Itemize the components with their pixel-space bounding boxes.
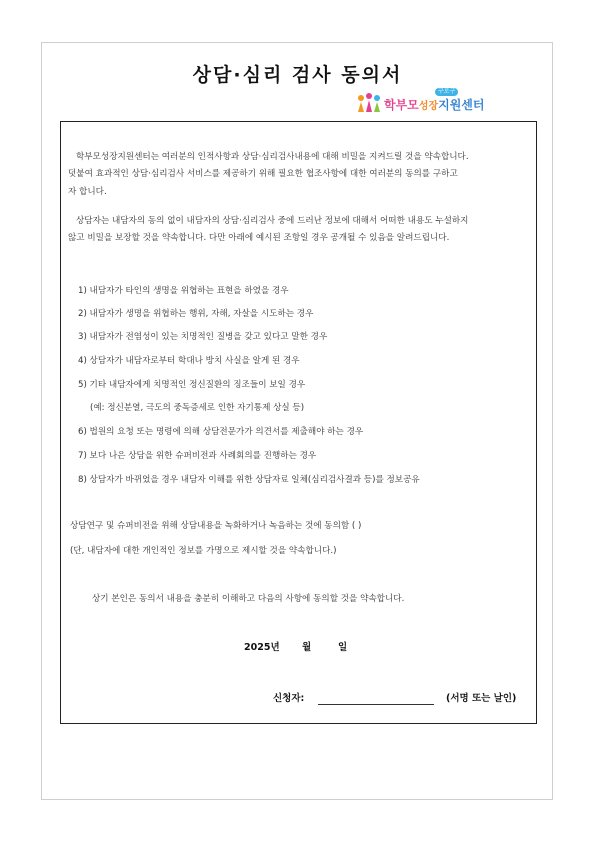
intro-line: 학부모성장지원센터는 여러분의 인적사항과 상담·심리검사내용에 대해 비밀을 지켜드릴 것을 약속합니다. bbox=[76, 152, 469, 162]
condition-example: (예: 정신분열, 극도의 중독증세로 인한 자기통제 상실 등) bbox=[90, 403, 305, 413]
condition-item: 2) 내담자가 생명을 위협하는 행위, 자해, 자살을 시도하는 경우 bbox=[78, 309, 314, 319]
signature-field[interactable] bbox=[318, 704, 434, 705]
family-figures-icon bbox=[356, 92, 382, 114]
condition-item: 5) 기타 내담자에게 치명적인 정신질환의 징조들이 보일 경우 bbox=[78, 380, 306, 390]
logo-name: 학부모성장지원센터 bbox=[384, 98, 485, 112]
condition-item: 6) 법원의 요청 또는 명령에 의해 상담전문가가 의견서를 제출해야 하는 경우 bbox=[78, 427, 364, 437]
consent-content-box bbox=[60, 121, 537, 724]
condition-item: 8) 상담자가 바뀌었을 경우 내담자 이해를 위한 상담자료 일체(심리검사결과 등)를 정보공유 bbox=[78, 475, 420, 485]
document-title: 상담·심리 검사 동의서 bbox=[192, 64, 403, 86]
date-day: 일 bbox=[338, 642, 348, 653]
date-year: 2025년 bbox=[244, 642, 280, 653]
signature-note: (서명 또는 날인) bbox=[446, 693, 517, 704]
condition-item: 7) 보다 나은 상담을 위한 슈퍼비전과 사례회의를 진행하는 경우 bbox=[78, 451, 317, 461]
intro-line: 덧붙여 효과적인 상담·심리검사 서비스를 제공하기 위해 필요한 협조사항에 대한 여러분의 동의를 구하고 bbox=[68, 169, 458, 179]
recording-consent-line: 상담연구 및 슈퍼비전을 위해 상담내용을 녹화하거나 녹음하는 것에 동의함 ( ) bbox=[70, 521, 362, 531]
intro-line: 자 합니다. bbox=[68, 187, 107, 197]
condition-item: 1) 내담자가 타인의 생명을 위협하는 표현을 하였을 경우 bbox=[78, 286, 289, 296]
signature-label: 신청자: bbox=[273, 693, 305, 704]
condition-item: 4) 상담자가 내담자로부터 학대나 방치 사실을 알게 된 경우 bbox=[78, 356, 300, 366]
pledge-statement: 상기 본인은 동의서 내용을 충분히 이해하고 다음의 사항에 동의할 것을 약속합니다. bbox=[92, 594, 405, 604]
intro-line: 상담자는 내담자의 동의 없이 내담자의 상담·심리검사 중에 드러난 정보에 대해서 어떠한 내용도 누설하지 bbox=[76, 216, 469, 226]
intro-line: 않고 비밀을 보장할 것을 약속합니다. 다만 아래에 예시된 조항일 경우 공개될 수 있음을 알려드립니다. bbox=[68, 233, 450, 243]
logo-badge: 구로구 bbox=[435, 88, 458, 96]
date-month: 월 bbox=[302, 642, 312, 653]
condition-item: 3) 내담자가 전염성이 있는 치명적인 질병을 갖고 있다고 말한 경우 bbox=[78, 332, 328, 342]
center-logo bbox=[356, 90, 506, 116]
recording-note: (단, 내담자에 대한 개인적인 정보를 가명으로 제시할 것을 약속합니다.) bbox=[70, 546, 337, 556]
